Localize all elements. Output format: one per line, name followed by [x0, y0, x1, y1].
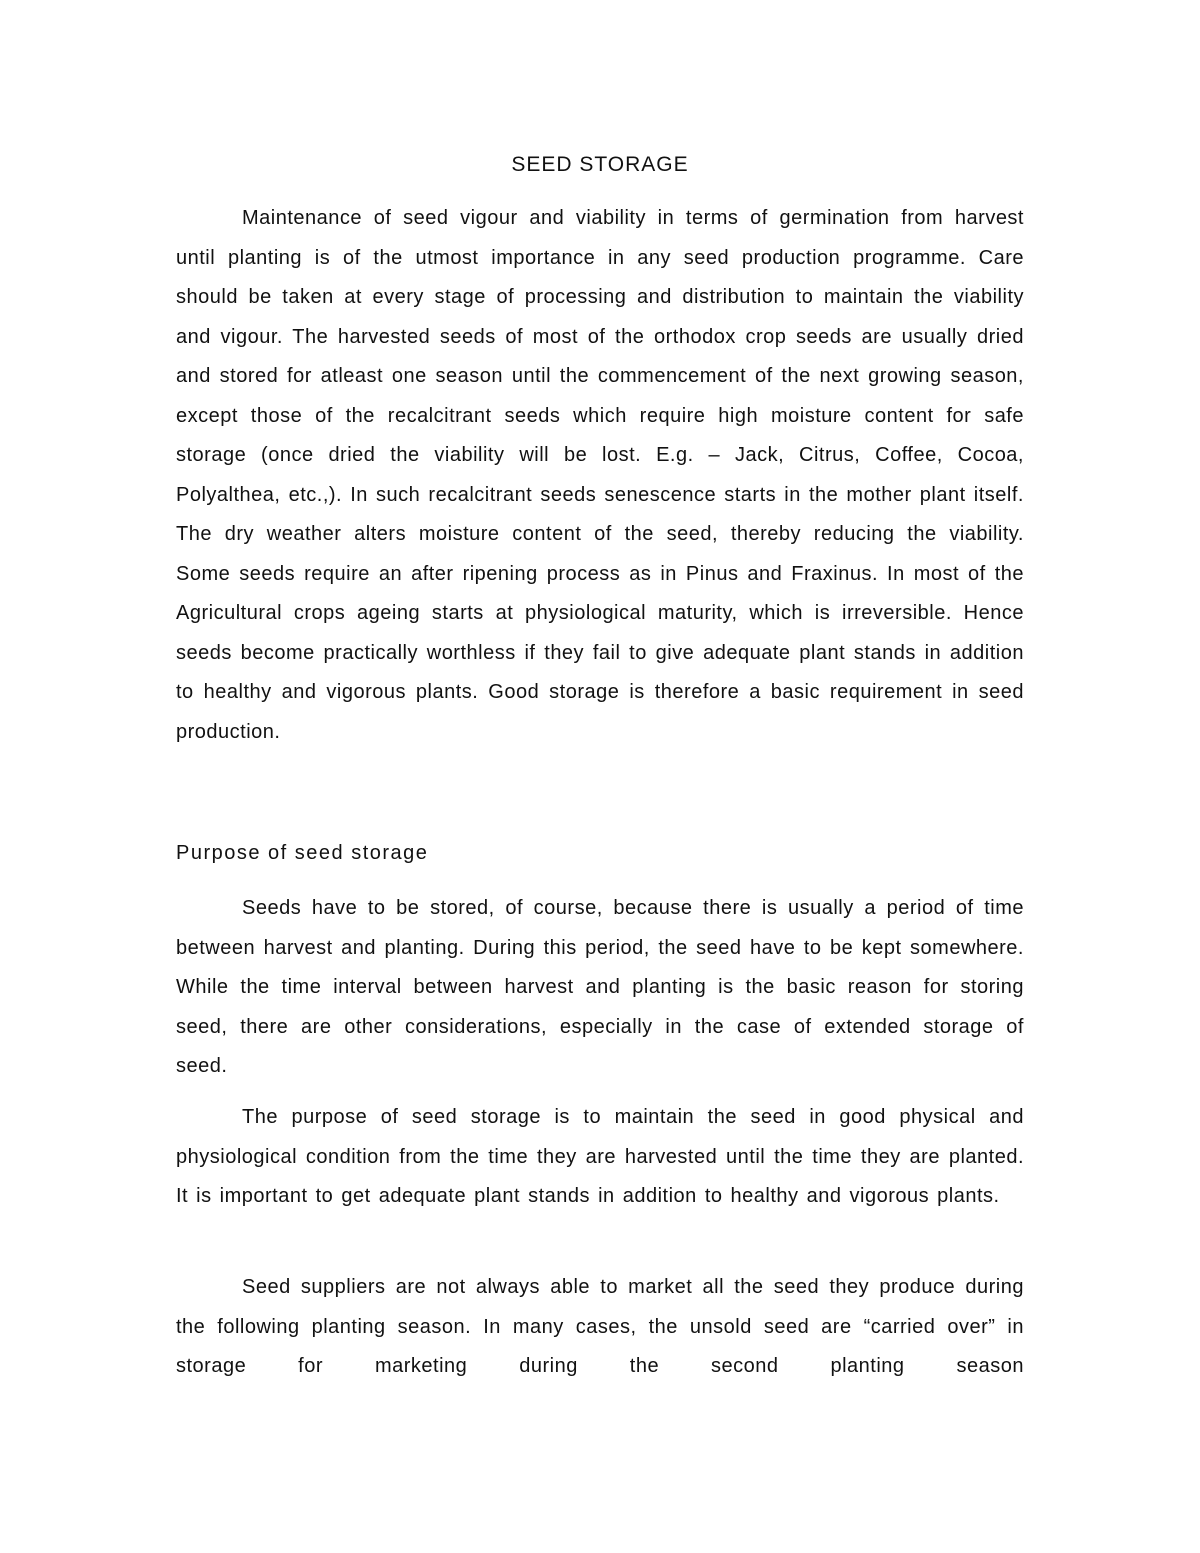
document-page [176, 0, 1024, 1553]
body-paragraph: Seed suppliers are not always able to market all the seed they produce during the following planting season. In many cases, the unsold seed are “carried over” in storage for marketing during the second planting season [176, 1276, 1024, 1377]
body-paragraph: The purpose of seed storage is to maintain the seed in good physical and physiological condition from the time they are harvested until the time they are planted. It is important to get adequate plant stands in addition to healthy and vigorous plants. [176, 1106, 1024, 1207]
document-title: SEED STORAGE [511, 153, 689, 176]
body-paragraph: Seeds have to be stored, of course, because there is usually a period of time between harvest and planting. During this period, the seed have to be kept somewhere. While the time interval between harvest and planting is the basic reason for storing seed, there are other considerations, especially in the case of extended storage of seed. [176, 897, 1024, 1077]
intro-paragraph: Maintenance of seed vigour and viability in terms of germination from harvest until planting is of the utmost importance in any seed production programme. Care should be taken at every stage of processing and distribution to maintain the viability and vigour. The harvested seeds of most of the orthodox crop seeds are usually dried and stored for atleast one season until the commencement of the next growing season, except those of the recalcitrant seeds which require high moisture content for safe storage (once dried the viability will be lost. E.g. – Jack, Citrus, Coffee, Cocoa, Polyalthea, etc.,). In such recalcitrant seeds senescence starts in the mother plant itself. The dry weather alters moisture content of the seed, thereby reducing the viability. Some seeds require an after ripening process as in Pinus and Fraxinus. In most of the Agricultural crops ageing starts at physiological maturity, which is irreversible. Hence seeds become practically worthless if they fail to give adequate plant stands in addition to healthy and vigorous plants. Good storage is therefore a basic requirement in seed production. [176, 207, 1024, 743]
section-heading: Purpose of seed storage [176, 842, 429, 864]
